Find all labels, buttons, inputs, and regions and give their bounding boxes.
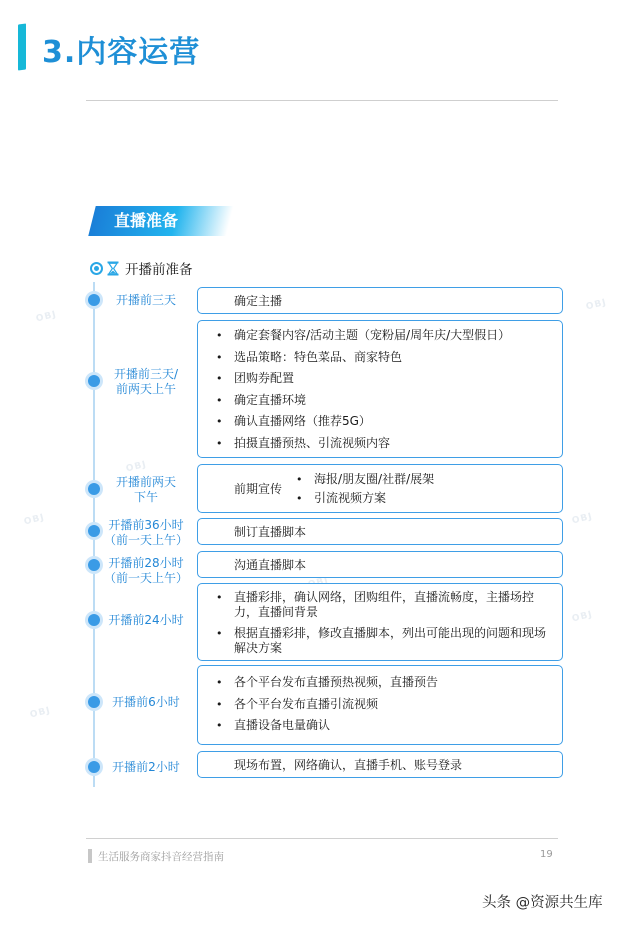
task-item: • 海报/朋友圈/社群/展架 xyxy=(296,472,434,487)
watermark: OBJ xyxy=(23,512,46,528)
watermark: OBJ xyxy=(125,459,148,475)
timeline-label-line: 下午 xyxy=(133,490,158,504)
timeline-label-line: （前一天上午） xyxy=(103,533,188,547)
footer-accent-bar xyxy=(88,849,92,863)
timeline-dot xyxy=(88,375,100,387)
source-credit: 头条 @资源共生库 xyxy=(482,895,603,911)
task-item: • 根据直播彩排，修改直播脚本，列出可能出现的问题和现场解决方案 xyxy=(216,626,552,656)
watermark: OBJ xyxy=(29,705,52,721)
watermark: OBJ xyxy=(571,511,594,527)
task-item: • 团购券配置 xyxy=(216,371,552,386)
watermark: OBJ xyxy=(35,309,58,325)
timeline-dot xyxy=(88,294,100,306)
group-label: 前期宣传 xyxy=(234,482,283,496)
timeline-label: 开播前2小时 xyxy=(112,760,180,774)
timeline-label-line: （前一天上午） xyxy=(103,571,188,585)
watermark: OBJ xyxy=(571,609,594,625)
timeline-label-line: 开播前28小时 xyxy=(108,556,184,570)
page-number: 19 xyxy=(540,849,553,860)
timeline-dot xyxy=(88,614,100,626)
timeline-label-line: 前两天上午 xyxy=(115,382,176,396)
task-item: • 各个平台发布直播预热视频，直播预告 xyxy=(216,675,552,690)
task-item: 制订直播脚本 xyxy=(234,525,307,539)
task-item: • 直播设备电量确认 xyxy=(216,718,552,733)
subheading-label: 开播前准备 xyxy=(125,262,193,278)
task-box xyxy=(197,665,563,745)
task-item: • 确定套餐内容/活动主题（宠粉届/周年庆/大型假日） xyxy=(216,328,552,343)
task-box xyxy=(197,518,563,545)
task-item: • 各个平台发布直播引流视频 xyxy=(216,697,552,712)
page-title: 3.内容运营 xyxy=(42,35,201,70)
task-item: • 确认直播网络（推荐5G） xyxy=(216,414,552,429)
footer-divider xyxy=(86,838,558,839)
subheading xyxy=(90,258,193,278)
target-icon xyxy=(90,262,103,275)
task-item: 现场布置，网络确认，直播手机、账号登录 xyxy=(234,758,463,772)
task-box xyxy=(197,551,563,578)
timeline-label xyxy=(100,556,192,586)
timeline-label-line: 开播前两天 xyxy=(115,475,176,489)
timeline-label xyxy=(100,367,192,397)
task-box xyxy=(197,583,563,661)
task-item: • 直播彩排，确认网络，团购组件，直播流畅度，主播场控力，直播间背景 xyxy=(216,590,552,620)
section-banner xyxy=(88,206,233,236)
task-item: 确定主播 xyxy=(234,294,283,308)
section-banner-label: 直播准备 xyxy=(114,211,179,230)
timeline-label xyxy=(100,518,192,548)
timeline-dot xyxy=(88,559,100,571)
task-box xyxy=(197,464,563,513)
task-item: • 引流视频方案 xyxy=(296,491,434,506)
timeline-label xyxy=(100,475,192,505)
timeline-label: 开播前24小时 xyxy=(108,613,184,627)
timeline-dot xyxy=(88,761,100,773)
timeline-label-line: 开播前三天/ xyxy=(113,367,179,381)
task-item: 沟通直播脚本 xyxy=(234,558,307,572)
timeline-dot xyxy=(88,483,100,495)
task-box xyxy=(197,320,563,458)
timeline-label-line: 开播前36小时 xyxy=(108,518,184,532)
watermark: OBJ xyxy=(585,297,608,313)
timeline-label: 开播前6小时 xyxy=(112,695,180,709)
timeline-label: 开播前三天 xyxy=(115,293,176,307)
task-item: • 拍摄直播预热、引流视频内容 xyxy=(216,436,552,451)
task-box xyxy=(197,287,563,314)
timeline-dot xyxy=(88,696,100,708)
task-item: • 选品策略：特色菜品、商家特色 xyxy=(216,350,552,365)
timeline-dot xyxy=(88,525,100,537)
title-accent-bar xyxy=(18,23,26,70)
top-divider xyxy=(86,100,558,101)
task-box xyxy=(197,751,563,778)
task-item: • 确定直播环境 xyxy=(216,393,552,408)
footer-title: 生活服务商家抖音经营指南 xyxy=(98,851,224,863)
hourglass-icon xyxy=(107,261,119,276)
